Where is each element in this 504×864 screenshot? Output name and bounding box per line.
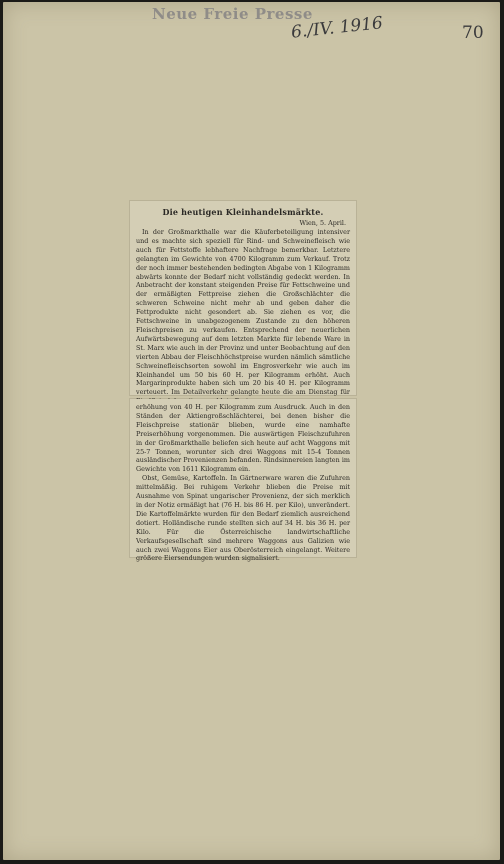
newspaper-stamp: Neue Freie Presse [152,5,313,23]
page-number: 70 [462,23,484,43]
clipping-part-one [130,201,356,395]
paragraph-1: In der Großmarkthalle war die Käuferbeteiligung intensiver und es machte sich speziell für Rind- und Schweinefleisch wie auch für Fettstoffe lebhaftere Nachfrage bemerkbar. Letztere gelangten im Gewichte von 4700 Kilogramm zum Verkauf. Trotz der noch immer bestehenden bedingten Abgabe von 1 Kilogramm abwärts konnte der Bedarf nicht vollständig gedeckt werden. In Anbetracht der konstant steigenden Preise für Fettschweine und der ermäßigten Fettpreise ziehen die Großschlächter die schweren Schweine nicht mehr ab und geben daher die Fettprodukte nicht gesondert ab. Sie ziehen es vor, die Fettschweine in unabgezogenem Zustande zu den höheren Fleischpreisen zu verkaufen. Entsprechend der neuerlichen Aufwärtsbewegung auf dem letzten Markte für lebende Ware in St. Marx wie auch in der Provinz und unter Beobachtung auf den vierten Abbau der Fleischhöchstpreise wurden nämlich sämtliche Schweinefleischsorten sowohl im Engrosverkehr wie auch im Kleinhandel um 50 bis 60 H. per Kilogramm erhöht. Auch Margarinprodukte haben sich um 20 bis 40 H. per Kilogramm verteuert. Im Detailverkehr gelangte heute die am Dienstag für [136,228,350,397]
handwritten-date: 6./IV. 1916 [290,13,384,43]
article-body-part-two [136,403,350,563]
article-dateline: Wien, 5. April. [299,219,346,227]
clipping-part-two [130,399,356,563]
article-title: Die heutigen Kleinhandelsmärkte. [162,207,324,217]
paragraph-3: Obst, Gemüse, Kartoffeln. In Gärtnerware waren die Zufuhren mittelmäßig. Bei ruhigem Verkehr blieben die Preise mit Ausnahme von Spinat ungarischer Provenienz, der sich merklich in der Notiz ermäßigt hat (76 H. bis 86 H. per Kilo), unverändert. Die Kartoffelmärkte wurden für den Bedarf ziemlich ausreichend dotiert. Holländische runde stellten sich auf 34 H. bis 36 H. per Kilo. Für die Österreichische landwirtschaftliche Verkaufsgesellschaft sind mehrere Waggons aus Galizien wie auch zwei Waggons Eier aus Oberösterreich eingelangt. Weitere größere Eiersendungen wurden signalisiert. [136,474,350,563]
paragraph-2: erhöhung von 40 H. per Kilogramm zum Ausdruck. Auch in den Ständen der Aktiengroßschlächterei, bei denen bisher die Fleischpreise stationär blieben, wurde eine namhafte Preiserhöhung vorgenommen. Die auswärtigen Fleischzufuhren in der Großmarkthalle beliefen sich heute auf acht Waggons mit 25-7 Tonnen, worunter sich drei Waggons mit 15-4 Tonnen ausländischer Provenienzen befanden. Rindsinnereien langten im Gewichte von 1611 Kilogramm ein. [136,403,350,474]
archive-sheet [3,2,500,860]
article-body-part-one [136,228,350,397]
